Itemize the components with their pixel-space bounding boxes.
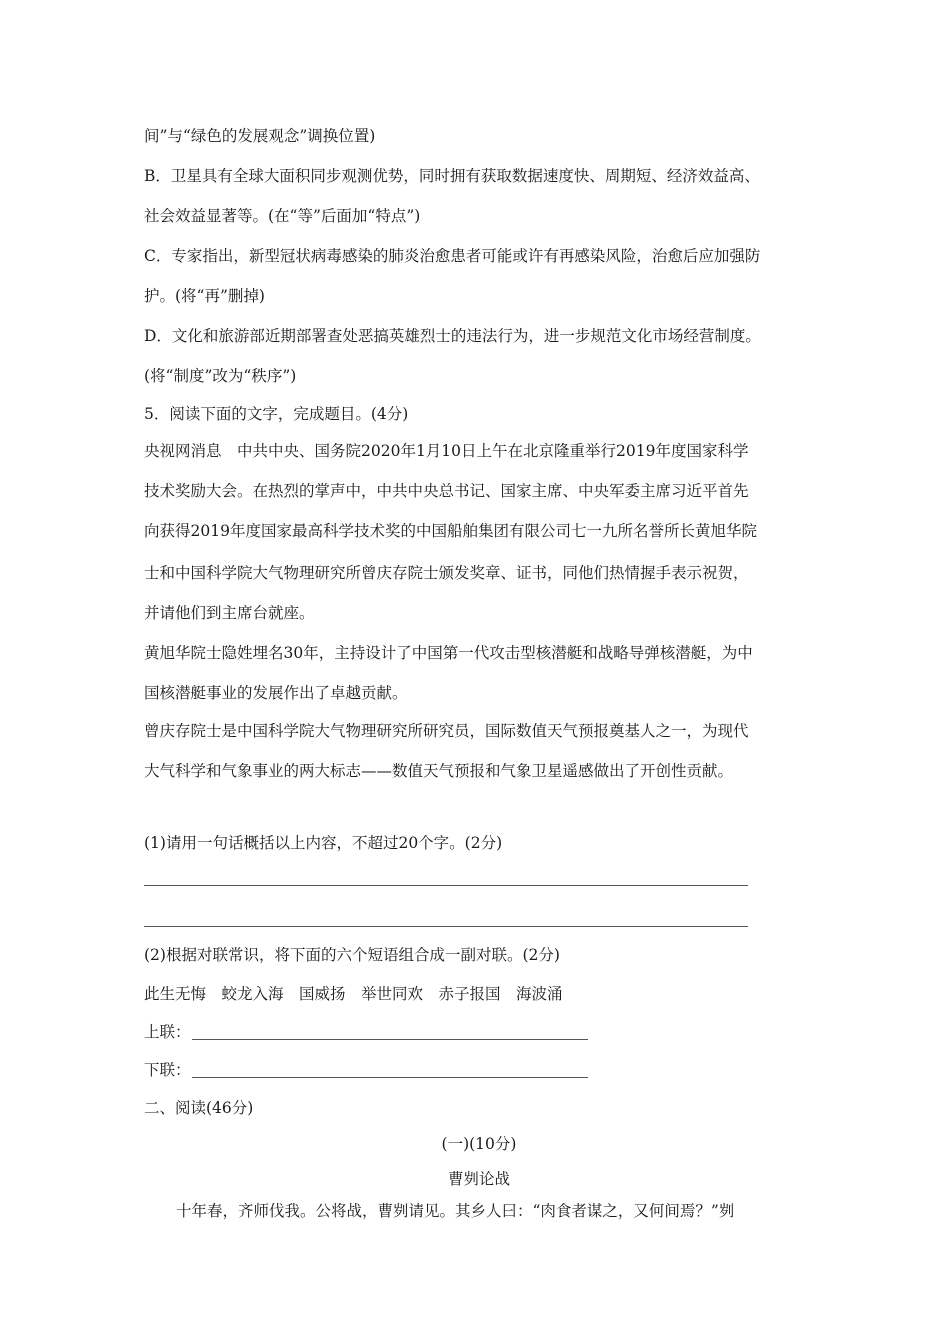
section-2-heading: 二、阅读(46分) xyxy=(144,1099,254,1117)
passage-line-4: 士和中国科学院大气物理研究所曾庆存院士颁发奖章、证书，同他们热情握手表示祝贺， xyxy=(144,564,749,582)
option-c-line-1: C．专家指出，新型冠状病毒感染的肺炎治愈患者可能或许有再感染风险，治愈后应加强防 xyxy=(144,247,761,265)
passage-title: 曹刿论战 xyxy=(447,1170,510,1188)
part-1-heading: (一)(10分) xyxy=(441,1135,517,1153)
answer-line-1[interactable] xyxy=(144,885,748,886)
lower-couplet-blank[interactable] xyxy=(192,1077,588,1078)
passage-line-8: 曾庆存院士是中国科学院大气物理研究所研究员，国际数值天气预报奠基人之一，为现代 xyxy=(144,722,749,740)
question-5-heading: 5．阅读下面的文字，完成题目。(4分) xyxy=(144,405,409,423)
passage-line-6: 黄旭华院士隐姓埋名30年，主持设计了中国第一代攻击型核潜艇和战略导弹核潜艇，为中 xyxy=(144,644,753,662)
passage-line-2: 技术奖励大会。在热烈的掌声中，中共中央总书记、国家主席、中央军委主席习近平首先 xyxy=(144,482,749,500)
classical-text-line-1: 十年春，齐师伐我。公将战，曹刿请见。其乡人曰：“肉食者谋之，又何间焉？”刿 xyxy=(176,1202,735,1220)
passage-line-3: 向获得2019年度国家最高科学技术奖的中国船舶集团有限公司七一九所名誉所长黄旭华院 xyxy=(144,522,757,540)
option-c-line-2: 护。(将“再”删掉) xyxy=(144,287,265,305)
passage-line-1: 央视网消息 中共中央、国务院2020年1月10日上午在北京隆重举行2019年度国家科学 xyxy=(144,442,749,460)
subquestion-2: (2)根据对联常识，将下面的六个短语组合成一副对联。(2分) xyxy=(144,946,560,964)
passage-line-7: 国核潜艇事业的发展作出了卓越贡献。 xyxy=(144,684,408,702)
upper-couplet-label: 上联： xyxy=(144,1023,191,1041)
lower-couplet-label: 下联： xyxy=(144,1061,191,1079)
passage-line-9: 大气科学和气象事业的两大标志——数值天气预报和气象卫星遥感做出了开创性贡献。 xyxy=(144,762,734,780)
answer-line-2[interactable] xyxy=(144,926,748,927)
option-a-continuation: 间”与“绿色的发展观念”调换位置) xyxy=(144,127,376,145)
subquestion-1: (1)请用一句话概括以上内容，不超过20个字。(2分) xyxy=(144,834,503,852)
couplet-phrases: 此生无悔 蛟龙入海 国威扬 举世同欢 赤子报国 海波涌 xyxy=(144,985,563,1003)
option-d-line-1: D．文化和旅游部近期部署查处恶搞英雄烈士的违法行为，进一步规范文化市场经营制度。 xyxy=(144,327,761,345)
option-b-line-1: B．卫星具有全球大面积同步观测优势，同时拥有获取数据速度快、周期短、经济效益高、 xyxy=(144,167,760,185)
option-b-line-2: 社会效益显著等。(在“等”后面加“特点”) xyxy=(144,207,421,225)
passage-line-5: 并请他们到主席台就座。 xyxy=(144,604,315,622)
option-d-line-2: (将“制度”改为“秩序”) xyxy=(144,367,297,385)
upper-couplet-blank[interactable] xyxy=(192,1039,588,1040)
